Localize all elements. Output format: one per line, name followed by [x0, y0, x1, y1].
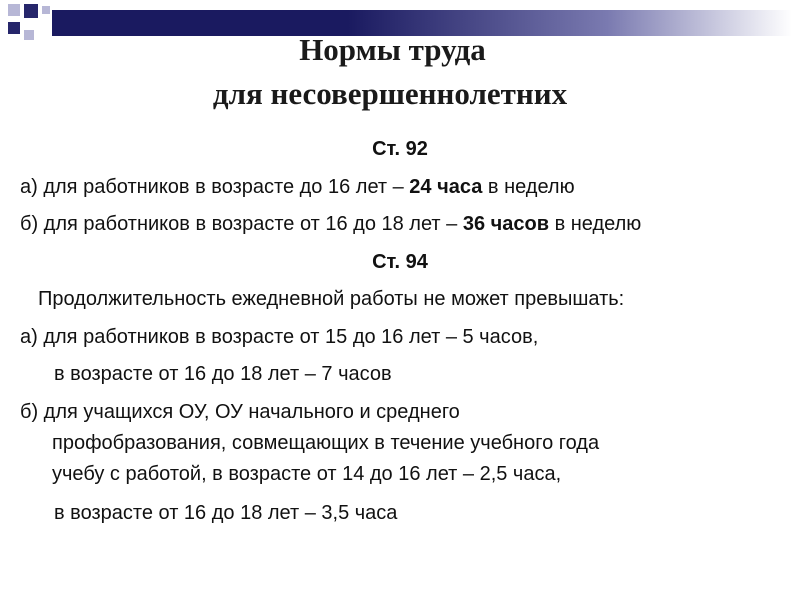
item-hours: 36 часов — [462, 213, 550, 235]
item-text: а) для работников в возрасте до 16 лет – — [20, 176, 410, 198]
article-94-item-b-line-2: профобразования, совмещающих в течение учебного года — [52, 432, 600, 454]
article-94-item-a-line-2: в возрасте от 16 до 18 лет – 7 часов — [54, 363, 392, 385]
item-text: б) для работников в возрасте от 16 до 18 лет – — [20, 213, 463, 235]
article-94-item-b-line-4: в возрасте от 16 до 18 лет – 3,5 часа — [54, 502, 398, 524]
title-line-2: для несовершеннолетних — [212, 76, 568, 111]
article-94-heading: Ст. 94 — [372, 251, 428, 273]
article-94-item-b-line-3: учебу с работой, в возрасте от 14 до 16 лет – 2,5 часа, — [52, 463, 562, 485]
article-92-heading: Ст. 92 — [372, 138, 428, 160]
article-94-intro: Продолжительность ежедневной работы не может превышать: — [38, 288, 625, 310]
article-94-item-b-line-1: б) для учащихся ОУ, ОУ начального и среднего — [20, 401, 460, 423]
item-hours: 24 часа — [409, 176, 483, 198]
article-92-item-b — [20, 212, 641, 236]
article-92-item-a — [20, 175, 575, 199]
item-text: в неделю — [549, 213, 642, 235]
article-94-item-a-line-1: а) для работников в возрасте от 15 до 16 лет – 5 часов, — [20, 326, 539, 348]
title-line-1: Нормы труда — [299, 32, 486, 67]
item-text: в неделю — [482, 176, 575, 198]
